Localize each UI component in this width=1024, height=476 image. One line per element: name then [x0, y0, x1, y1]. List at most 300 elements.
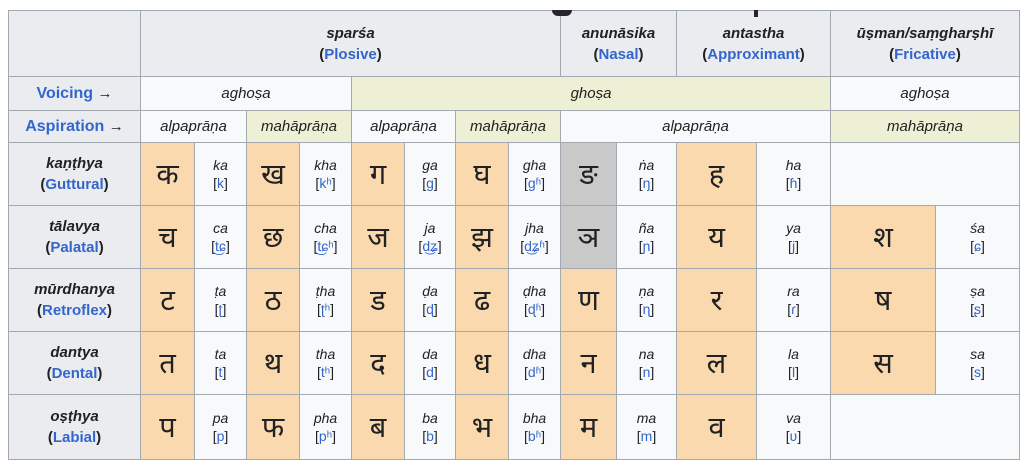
link-voicing[interactable]: Voicing	[36, 84, 94, 102]
translit-cell	[936, 269, 1020, 332]
paren: )	[97, 365, 103, 382]
ipa	[757, 174, 830, 192]
ipa	[617, 174, 676, 192]
table-row-retroflex	[9, 269, 1020, 332]
glyph-cell: श	[831, 206, 936, 269]
ipa-link[interactable]: dʱ	[527, 364, 542, 380]
translit-cell	[617, 332, 677, 395]
paren: )	[96, 429, 102, 446]
translit: tha	[315, 346, 336, 362]
aspiration-cell: alpaprāṇa	[352, 111, 456, 143]
bracket: [	[212, 428, 217, 444]
bracket: ]	[433, 301, 438, 317]
ipa	[195, 363, 246, 381]
bracket: ]	[652, 428, 657, 444]
link-approximant[interactable]: Approximant	[707, 45, 800, 63]
ipa-link[interactable]: k	[217, 175, 224, 191]
glyph-cell: त	[141, 332, 195, 395]
translit-cell	[757, 395, 831, 460]
ipa	[757, 237, 830, 255]
link-guttural[interactable]: Guttural	[45, 176, 104, 193]
glyph-cell: ड	[352, 269, 405, 332]
translit-cell	[757, 206, 831, 269]
group-link-wrap	[677, 44, 830, 65]
translit: ka	[213, 157, 228, 173]
row-header-palatal	[9, 206, 141, 269]
ipa-link[interactable]: ɖ	[426, 301, 434, 317]
group-term: sparśa	[326, 24, 375, 42]
bracket: ]	[541, 428, 545, 444]
bracket: ]	[330, 301, 335, 317]
translit: śa	[970, 220, 985, 236]
translit-cell	[195, 143, 247, 206]
translit-cell	[195, 269, 247, 332]
paren: )	[955, 45, 961, 63]
glyph-cell: व	[677, 395, 757, 460]
translit: ta	[214, 346, 227, 362]
translit: ma	[636, 410, 657, 426]
table-row-palatal	[9, 206, 1020, 269]
voicing-label-cell	[9, 77, 141, 111]
bracket: [	[520, 238, 525, 254]
column-group-fricative	[831, 11, 1020, 77]
link-aspiration[interactable]: Aspiration	[25, 117, 105, 135]
ipa-link[interactable]: ɦ	[789, 175, 798, 191]
bracket: ]	[650, 175, 655, 191]
row-term: dantya	[50, 344, 99, 361]
row-header-labial	[9, 395, 141, 460]
group-link-wrap	[561, 44, 676, 65]
paren: )	[103, 176, 109, 193]
table-row-dental	[9, 332, 1020, 395]
bracket: ]	[541, 364, 545, 380]
translit: pa	[212, 410, 229, 426]
bracket: [	[638, 175, 643, 191]
bracket: [	[638, 364, 643, 380]
translit: va	[786, 410, 801, 426]
bracket: [	[785, 428, 790, 444]
ipa-link[interactable]: ɳ	[642, 301, 651, 317]
group-link-wrap	[831, 44, 1019, 65]
ipa-link[interactable]: ʂ	[974, 301, 981, 317]
translit-cell	[509, 143, 561, 206]
bracket: ]	[222, 301, 227, 317]
bracket: [	[313, 238, 318, 254]
bracket: [	[524, 301, 528, 317]
ipa-link[interactable]: tʰ	[320, 364, 331, 380]
ipa-link[interactable]: gʱ	[527, 175, 542, 191]
translit: ga	[422, 157, 438, 173]
ipa-link[interactable]: m	[640, 428, 653, 444]
aspiration-cell: alpaprāṇa	[561, 111, 831, 143]
bracket: ]	[541, 301, 545, 317]
translit-cell	[195, 332, 247, 395]
ipa	[509, 237, 560, 255]
bracket: ]	[795, 364, 799, 380]
arrow-icon: →	[108, 117, 124, 135]
group-term: antastha	[722, 24, 785, 42]
ipa	[405, 237, 455, 255]
paren: )	[107, 302, 113, 319]
translit-cell	[617, 206, 677, 269]
ipa-link[interactable]: ʋ	[789, 428, 798, 444]
translit: ja	[424, 220, 436, 236]
row-term: mūrdhanya	[34, 281, 115, 298]
paren: )	[376, 45, 382, 63]
bracket: [	[524, 175, 528, 191]
bracket: ]	[224, 175, 228, 191]
voicing-cell-fricative: aghoṣa	[831, 77, 1020, 111]
glyph-cell: ल	[677, 332, 757, 395]
link-dental[interactable]: Dental	[51, 365, 98, 382]
bracket: [	[315, 175, 320, 191]
bracket: [	[214, 364, 219, 380]
translit: ṭa	[214, 283, 227, 299]
ipa	[300, 300, 351, 318]
bracket: ]	[650, 238, 655, 254]
translit-cell	[300, 143, 352, 206]
ipa-link[interactable]: p	[216, 428, 225, 444]
translit-cell	[405, 269, 456, 332]
ipa	[405, 363, 455, 381]
translit-cell	[936, 206, 1020, 269]
bracket: [	[213, 175, 217, 191]
glyph-cell: न	[561, 332, 617, 395]
bracket: ]	[795, 301, 800, 317]
glyph-cell: ख	[247, 143, 300, 206]
ipa	[617, 237, 676, 255]
link-labial[interactable]: Labial	[52, 429, 97, 446]
bracket: ]	[433, 428, 438, 444]
empty-cell	[831, 395, 1020, 460]
ipa-link[interactable]: ɲ	[642, 238, 651, 254]
translit-cell	[617, 395, 677, 460]
translit-cell	[300, 269, 352, 332]
translit-cell	[509, 332, 561, 395]
ipa	[757, 300, 830, 318]
group-term: ūṣman/saṃgharṣhī	[856, 24, 994, 42]
translit: jha	[525, 220, 544, 236]
glyph-cell: म	[561, 395, 617, 460]
ipa-link[interactable]: g	[426, 175, 434, 191]
bracket: [	[788, 364, 792, 380]
bracket: ]	[222, 364, 227, 380]
paren: (	[889, 45, 895, 63]
bracket: [	[316, 301, 321, 317]
translit: ya	[786, 220, 801, 236]
glyph-cell: भ	[456, 395, 509, 460]
translit-cell	[405, 395, 456, 460]
glyph-cell: ध	[456, 332, 509, 395]
glyph-cell: य	[677, 206, 757, 269]
row-term: oṣṭhya	[50, 408, 99, 425]
paren: (	[593, 45, 599, 63]
glyph-cell: झ	[456, 206, 509, 269]
glyph-cell: फ	[247, 395, 300, 460]
bracket: ]	[981, 301, 985, 317]
translit-cell	[509, 269, 561, 332]
empty-cell	[831, 143, 1020, 206]
table-row-guttural	[9, 143, 1020, 206]
ipa	[509, 427, 560, 445]
bracket: [	[422, 428, 427, 444]
bracket: ]	[433, 175, 438, 191]
bracket: ]	[332, 428, 336, 444]
bracket: [	[422, 175, 427, 191]
bracket: [	[970, 301, 974, 317]
aspiration-cell: mahāprāṇa	[831, 111, 1020, 143]
bracket: [	[788, 238, 792, 254]
row-link-wrap	[9, 237, 140, 258]
paren: (	[702, 45, 708, 63]
bracket: ]	[225, 238, 230, 254]
ipa	[195, 300, 246, 318]
translit-cell	[195, 206, 247, 269]
glyph-cell: छ	[247, 206, 300, 269]
translit: da	[422, 346, 438, 362]
table-row-labial	[9, 395, 1020, 460]
bracket: ]	[981, 238, 985, 254]
translit: ṭha	[315, 283, 336, 299]
voicing-cell-voiced: ghoṣa	[352, 77, 831, 111]
translit: ca	[213, 220, 228, 236]
clipped-caption-fragment	[552, 10, 572, 16]
link-palatal[interactable]: Palatal	[50, 239, 99, 256]
translit: dha	[522, 346, 547, 362]
bracket: [	[970, 238, 974, 254]
ipa	[300, 237, 351, 255]
glyph-cell: ङ	[561, 143, 617, 206]
row-term: kaṇṭhya	[46, 155, 103, 172]
ipa-link[interactable]: t	[218, 364, 223, 380]
ipa-link[interactable]: l	[791, 364, 796, 380]
bracket: [	[422, 364, 427, 380]
bracket: [	[422, 301, 427, 317]
translit: cha	[314, 220, 337, 236]
devanagari-consonant-table	[8, 10, 1020, 460]
bracket: [	[636, 428, 641, 444]
ipa	[509, 363, 560, 381]
aspiration-label-cell	[9, 111, 141, 143]
ipa-link[interactable]: ɖʱ	[527, 301, 542, 317]
paren: (	[47, 429, 53, 446]
bracket: ]	[333, 238, 338, 254]
translit-cell	[757, 332, 831, 395]
row-link-wrap	[9, 427, 140, 448]
ipa-link[interactable]: d͜ʑ	[422, 238, 438, 254]
bracket: ]	[795, 238, 799, 254]
translit: ba	[422, 410, 438, 426]
bracket: ]	[433, 364, 438, 380]
glyph-cell: ढ	[456, 269, 509, 332]
ipa-link[interactable]: n	[642, 364, 651, 380]
bracket: ]	[541, 175, 545, 191]
ipa-link[interactable]: ŋ	[642, 175, 651, 191]
glyph-cell: ट	[141, 269, 195, 332]
row-link-wrap	[9, 363, 140, 384]
ipa	[617, 363, 676, 381]
translit: sa	[970, 346, 985, 362]
ipa-link[interactable]: t͜ɕʰ	[317, 238, 334, 254]
ipa-link[interactable]: j	[791, 238, 796, 254]
bracket: [	[785, 175, 790, 191]
paren: )	[799, 45, 805, 63]
ipa-link[interactable]: ɾ	[791, 301, 796, 317]
ipa	[617, 427, 676, 445]
group-term: anunāsika	[581, 24, 656, 42]
link-retroflex[interactable]: Retroflex	[41, 302, 108, 319]
paren: )	[98, 239, 104, 256]
translit-cell	[936, 332, 1020, 395]
ipa-link[interactable]: pʰ	[318, 428, 333, 444]
bracket: ]	[981, 364, 985, 380]
aspiration-cell: alpaprāṇa	[141, 111, 247, 143]
aspiration-cell: mahāprāṇa	[247, 111, 352, 143]
bracket: [	[638, 301, 643, 317]
bracket: [	[316, 364, 321, 380]
translit-cell	[509, 395, 561, 460]
column-group-approximant	[677, 11, 831, 77]
bracket: [	[638, 238, 643, 254]
link-fricative[interactable]: Fricative	[894, 45, 956, 63]
bracket: ]	[544, 238, 549, 254]
bracket: ]	[330, 364, 335, 380]
ipa-link[interactable]: s	[974, 364, 981, 380]
glyph-cell: ह	[677, 143, 757, 206]
row-header-guttural	[9, 143, 141, 206]
translit: ra	[787, 283, 800, 299]
translit-cell	[405, 143, 456, 206]
ipa	[405, 427, 455, 445]
translit-cell	[195, 395, 247, 460]
ipa-link[interactable]: ɕ	[974, 238, 981, 254]
translit-cell	[405, 206, 456, 269]
translit-cell	[300, 395, 352, 460]
bracket: ]	[797, 428, 802, 444]
glyph-cell: प	[141, 395, 195, 460]
translit-cell	[509, 206, 561, 269]
row-link-wrap	[9, 300, 140, 321]
ipa	[300, 174, 351, 192]
paren: (	[36, 302, 42, 319]
translit: gha	[522, 157, 547, 173]
bracket: ]	[437, 238, 442, 254]
aspiration-row	[9, 111, 1020, 143]
ipa	[300, 427, 351, 445]
translit: ṅa	[638, 157, 655, 173]
paren: (	[46, 365, 52, 382]
translit: ña	[638, 220, 655, 236]
translit: pha	[313, 410, 338, 426]
bracket: [	[524, 364, 528, 380]
column-group-nasal	[561, 11, 677, 77]
ipa-link[interactable]: b	[426, 428, 434, 444]
manner-header-row	[9, 11, 1020, 77]
ipa	[509, 174, 560, 192]
ipa	[936, 237, 1019, 255]
ipa	[509, 300, 560, 318]
ipa	[195, 427, 246, 445]
glyph-cell: द	[352, 332, 405, 395]
translit-cell	[617, 269, 677, 332]
ipa	[936, 363, 1019, 381]
translit: kha	[314, 157, 337, 173]
bracket: [	[524, 428, 528, 444]
bracket: ]	[650, 364, 655, 380]
row-link-wrap	[9, 174, 140, 195]
bracket: [	[418, 238, 423, 254]
glyph-cell: स	[831, 332, 936, 395]
aspiration-cell: mahāprāṇa	[456, 111, 561, 143]
ipa	[757, 427, 830, 445]
ipa-link[interactable]: t͜ɕ	[215, 238, 226, 254]
translit: ḍha	[522, 283, 547, 299]
ipa	[617, 300, 676, 318]
bracket: ]	[331, 175, 336, 191]
glyph-cell: थ	[247, 332, 300, 395]
glyph-cell: घ	[456, 143, 509, 206]
translit-cell	[300, 332, 352, 395]
bracket: [	[214, 301, 219, 317]
glyph-cell: ग	[352, 143, 405, 206]
translit-cell	[757, 143, 831, 206]
paren: (	[45, 239, 51, 256]
link-nasal[interactable]: Nasal	[598, 45, 639, 63]
row-header-dental	[9, 332, 141, 395]
ipa-link[interactable]: bʱ	[527, 428, 542, 444]
translit-cell	[757, 269, 831, 332]
glyph-cell: ब	[352, 395, 405, 460]
ipa-link[interactable]: ʈ	[218, 301, 223, 317]
ipa-link[interactable]: kʰ	[319, 175, 332, 191]
clipped-caption-fragment	[754, 10, 758, 17]
translit-cell	[617, 143, 677, 206]
row-term: tālavya	[49, 218, 100, 235]
corner-cell	[9, 11, 141, 77]
paren: (	[40, 176, 46, 193]
group-link-wrap	[141, 44, 560, 65]
bracket: [	[970, 364, 974, 380]
ipa	[405, 300, 455, 318]
ipa	[195, 237, 246, 255]
translit-cell	[405, 332, 456, 395]
column-group-plosive	[141, 11, 561, 77]
ipa	[300, 363, 351, 381]
glyph-cell: र	[677, 269, 757, 332]
glyph-cell: ण	[561, 269, 617, 332]
translit: na	[638, 346, 655, 362]
paren: (	[319, 45, 325, 63]
ipa-link[interactable]: d͜ʑʱ	[524, 238, 545, 254]
glyph-cell: च	[141, 206, 195, 269]
row-header-retroflex	[9, 269, 141, 332]
translit-cell	[300, 206, 352, 269]
glyph-cell: ज	[352, 206, 405, 269]
paren: )	[638, 45, 644, 63]
glyph-cell: ष	[831, 269, 936, 332]
glyph-cell: ठ	[247, 269, 300, 332]
translit: ṇa	[638, 283, 655, 299]
translit: bha	[522, 410, 547, 426]
arrow-icon: →	[97, 84, 113, 102]
ipa-link[interactable]: d	[426, 364, 434, 380]
ipa	[405, 174, 455, 192]
bracket: ]	[797, 175, 802, 191]
bracket: [	[315, 428, 319, 444]
link-plosive[interactable]: Plosive	[324, 45, 377, 63]
ipa-link[interactable]: ʈʰ	[320, 301, 331, 317]
voicing-cell-unvoiced-plosive: aghoṣa	[141, 77, 352, 111]
